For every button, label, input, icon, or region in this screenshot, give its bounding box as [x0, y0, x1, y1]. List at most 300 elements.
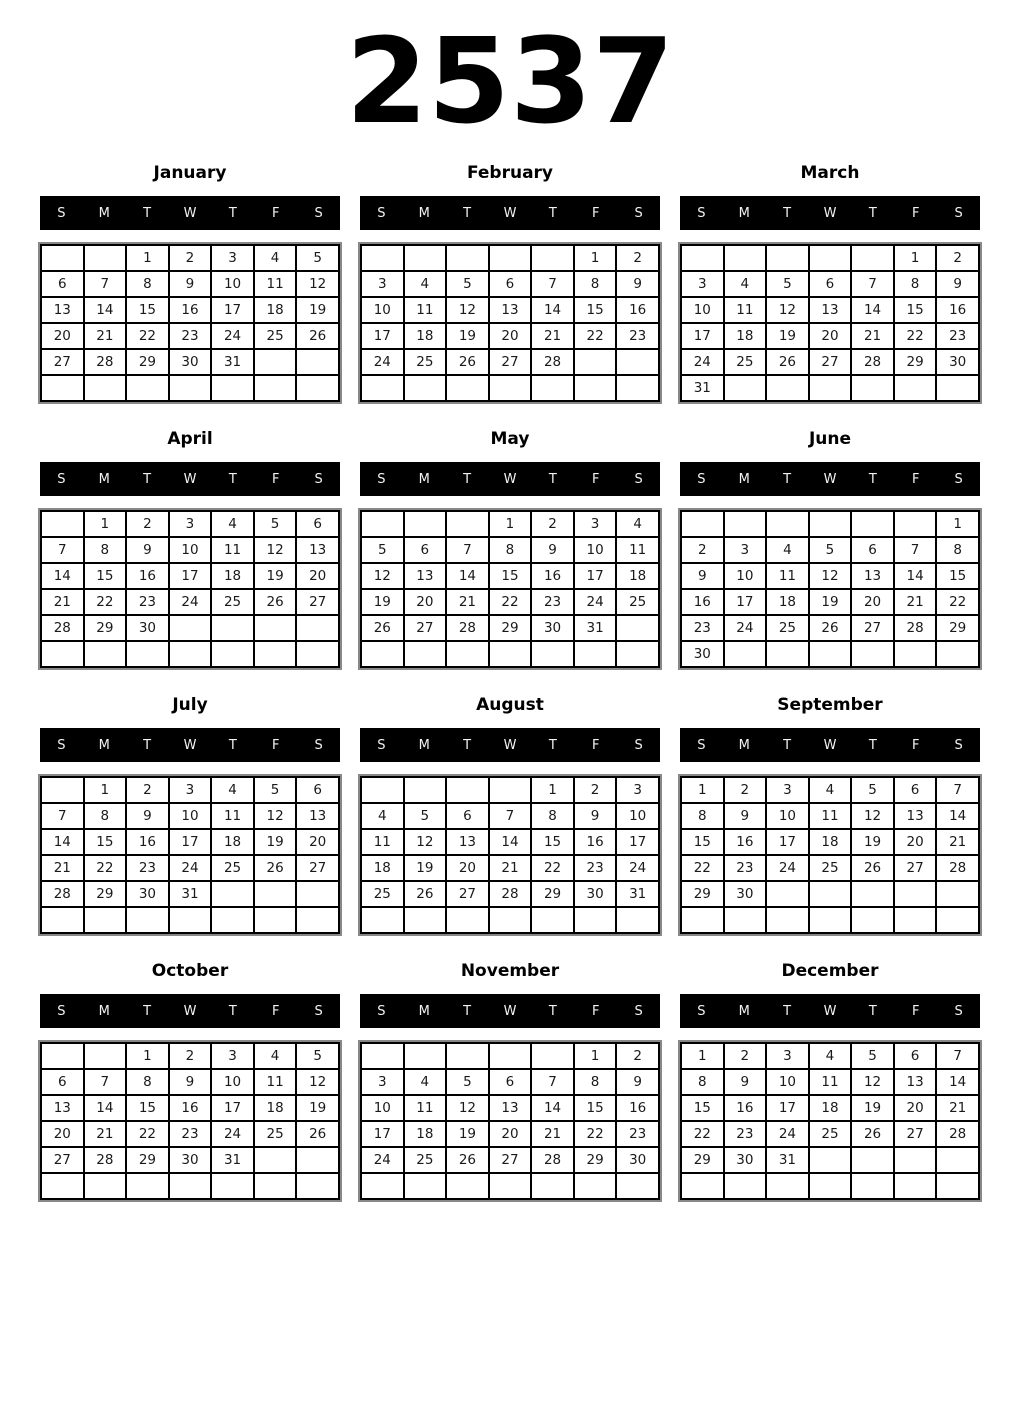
day-cell: 30	[126, 615, 169, 641]
weekday-header-bar	[680, 994, 980, 1028]
day-cell: 11	[404, 1095, 447, 1121]
day-cell: 28	[446, 615, 489, 641]
day-cell: 4	[404, 271, 447, 297]
day-cell: 11	[254, 271, 297, 297]
weekday-header-cell: W	[183, 205, 197, 221]
day-cell: 27	[41, 349, 84, 375]
week-row	[41, 271, 339, 297]
day-cell: 15	[574, 1095, 617, 1121]
day-cell: 30	[724, 1147, 767, 1173]
weekday-header-cell: S	[377, 1003, 386, 1019]
week-row	[681, 1069, 979, 1095]
day-cell: 8	[126, 271, 169, 297]
day-cell: 2	[724, 777, 767, 803]
week-row	[681, 511, 979, 537]
week-row	[41, 297, 339, 323]
day-cell: 23	[616, 1121, 659, 1147]
day-cell: 9	[126, 803, 169, 829]
day-cell: 12	[254, 803, 297, 829]
week-row	[361, 375, 659, 401]
empty-day-cell	[41, 907, 84, 933]
day-cell: 16	[574, 829, 617, 855]
day-cell: 2	[681, 537, 724, 563]
week-row	[681, 1147, 979, 1173]
empty-day-cell	[446, 375, 489, 401]
weekday-header-bar	[40, 462, 340, 496]
week-row	[41, 375, 339, 401]
weekday-header-cell: T	[463, 737, 472, 753]
day-cell: 5	[851, 1043, 894, 1069]
empty-day-cell	[361, 1043, 404, 1069]
day-cell: 22	[894, 323, 937, 349]
day-cell: 6	[489, 271, 532, 297]
week-row	[41, 615, 339, 641]
day-cell: 7	[446, 537, 489, 563]
empty-day-cell	[41, 1043, 84, 1069]
week-row	[41, 777, 339, 803]
day-cell: 9	[574, 803, 617, 829]
week-row	[41, 1095, 339, 1121]
weekday-header-cell: T	[463, 471, 472, 487]
day-cell: 19	[296, 297, 339, 323]
day-cell: 15	[681, 1095, 724, 1121]
month-title: August	[476, 695, 544, 715]
day-cell: 1	[681, 1043, 724, 1069]
weekday-header-cell: T	[783, 1003, 792, 1019]
empty-day-cell	[809, 375, 852, 401]
day-cell: 4	[254, 245, 297, 271]
day-cell: 1	[681, 777, 724, 803]
day-cell: 24	[169, 855, 212, 881]
empty-day-cell	[809, 1147, 852, 1173]
day-cell: 1	[531, 777, 574, 803]
day-cell: 24	[361, 1147, 404, 1173]
month-calendar	[680, 428, 980, 668]
day-cell: 4	[616, 511, 659, 537]
day-cell: 9	[681, 563, 724, 589]
day-cell: 18	[361, 855, 404, 881]
day-cell: 14	[84, 1095, 127, 1121]
month-grid	[40, 776, 340, 934]
day-cell: 5	[254, 777, 297, 803]
day-cell: 9	[126, 537, 169, 563]
empty-day-cell	[41, 375, 84, 401]
empty-day-cell	[531, 1173, 574, 1199]
day-cell: 4	[766, 537, 809, 563]
day-cell: 27	[446, 881, 489, 907]
month-weeks	[681, 777, 979, 933]
month-grid	[680, 244, 980, 402]
empty-day-cell	[211, 375, 254, 401]
day-cell: 3	[724, 537, 767, 563]
day-cell: 11	[766, 563, 809, 589]
day-cell: 9	[936, 271, 979, 297]
day-cell: 29	[681, 1147, 724, 1173]
day-cell: 15	[84, 563, 127, 589]
empty-day-cell	[126, 375, 169, 401]
weekday-header-cell: W	[503, 737, 517, 753]
empty-day-cell	[851, 641, 894, 667]
weekday-header-cell: M	[98, 205, 110, 221]
day-cell: 22	[574, 323, 617, 349]
week-row	[681, 563, 979, 589]
empty-day-cell	[446, 641, 489, 667]
day-cell: 13	[446, 829, 489, 855]
weekday-header-cell: F	[591, 471, 600, 487]
day-cell: 25	[211, 589, 254, 615]
day-cell: 28	[851, 349, 894, 375]
empty-day-cell	[681, 1173, 724, 1199]
day-cell: 10	[211, 271, 254, 297]
day-cell: 26	[446, 349, 489, 375]
weekday-header-cell: S	[57, 737, 66, 753]
day-cell: 6	[296, 777, 339, 803]
day-cell: 8	[936, 537, 979, 563]
day-cell: 11	[211, 537, 254, 563]
weekday-header-cell: S	[634, 205, 643, 221]
day-cell: 13	[41, 1095, 84, 1121]
weekday-header-cell: S	[314, 205, 323, 221]
day-cell: 3	[361, 271, 404, 297]
day-cell: 28	[41, 615, 84, 641]
day-cell: 13	[41, 297, 84, 323]
day-cell: 12	[404, 829, 447, 855]
day-cell: 7	[894, 537, 937, 563]
empty-day-cell	[616, 349, 659, 375]
weekday-header-cell: T	[228, 205, 237, 221]
weekday-header-cell: W	[503, 471, 517, 487]
weekday-header-cell: F	[911, 471, 920, 487]
week-row	[361, 537, 659, 563]
day-cell: 28	[936, 855, 979, 881]
month-calendar	[40, 694, 340, 934]
empty-day-cell	[724, 907, 767, 933]
month-grid	[680, 510, 980, 668]
day-cell: 21	[41, 589, 84, 615]
weekday-header-cell: F	[591, 205, 600, 221]
empty-day-cell	[936, 375, 979, 401]
week-row	[361, 1069, 659, 1095]
day-cell: 25	[254, 1121, 297, 1147]
weekday-header-cell: M	[738, 737, 750, 753]
day-cell: 21	[531, 323, 574, 349]
empty-day-cell	[361, 777, 404, 803]
day-cell: 28	[531, 1147, 574, 1173]
day-cell: 15	[681, 829, 724, 855]
day-cell: 9	[616, 1069, 659, 1095]
empty-day-cell	[851, 907, 894, 933]
day-cell: 2	[616, 245, 659, 271]
day-cell: 23	[531, 589, 574, 615]
month-grid	[680, 1042, 980, 1200]
month-weeks	[681, 1043, 979, 1199]
empty-day-cell	[296, 1147, 339, 1173]
weekday-header-cell: M	[738, 205, 750, 221]
weekday-header-bar	[360, 462, 660, 496]
day-cell: 11	[809, 803, 852, 829]
day-cell: 20	[894, 1095, 937, 1121]
empty-day-cell	[531, 907, 574, 933]
empty-day-cell	[41, 245, 84, 271]
day-cell: 22	[681, 855, 724, 881]
day-cell: 29	[84, 881, 127, 907]
day-cell: 17	[766, 1095, 809, 1121]
empty-day-cell	[766, 881, 809, 907]
empty-day-cell	[361, 641, 404, 667]
week-row	[361, 1173, 659, 1199]
day-cell: 25	[724, 349, 767, 375]
day-cell: 8	[489, 537, 532, 563]
empty-day-cell	[809, 907, 852, 933]
day-cell: 24	[361, 349, 404, 375]
weekday-header-cell: T	[783, 737, 792, 753]
weekday-header-cell: F	[911, 737, 920, 753]
day-cell: 8	[894, 271, 937, 297]
day-cell: 5	[851, 777, 894, 803]
day-cell: 11	[809, 1069, 852, 1095]
day-cell: 20	[296, 563, 339, 589]
weekday-header-cell: F	[271, 205, 280, 221]
week-row	[681, 855, 979, 881]
day-cell: 24	[211, 1121, 254, 1147]
day-cell: 14	[936, 803, 979, 829]
day-cell: 28	[84, 349, 127, 375]
weekday-header-cell: T	[548, 205, 557, 221]
day-cell: 22	[84, 589, 127, 615]
week-row	[681, 641, 979, 667]
weekday-header-cell: S	[634, 471, 643, 487]
day-cell: 18	[404, 323, 447, 349]
week-row	[41, 1147, 339, 1173]
week-row	[361, 349, 659, 375]
empty-day-cell	[489, 907, 532, 933]
day-cell: 12	[361, 563, 404, 589]
day-cell: 26	[851, 855, 894, 881]
day-cell: 17	[724, 589, 767, 615]
month-calendar	[680, 162, 980, 402]
day-cell: 13	[296, 803, 339, 829]
empty-day-cell	[489, 1043, 532, 1069]
week-row	[361, 511, 659, 537]
week-row	[361, 297, 659, 323]
empty-day-cell	[254, 349, 297, 375]
week-row	[41, 323, 339, 349]
empty-day-cell	[41, 1173, 84, 1199]
month-weeks	[41, 777, 339, 933]
empty-day-cell	[724, 375, 767, 401]
weekday-header-cell: T	[143, 737, 152, 753]
day-cell: 30	[616, 1147, 659, 1173]
empty-day-cell	[894, 375, 937, 401]
day-cell: 2	[531, 511, 574, 537]
day-cell: 17	[361, 1121, 404, 1147]
month-title: January	[153, 163, 227, 183]
day-cell: 17	[361, 323, 404, 349]
empty-day-cell	[894, 1147, 937, 1173]
day-cell: 15	[126, 297, 169, 323]
day-cell: 25	[254, 323, 297, 349]
day-cell: 27	[489, 349, 532, 375]
day-cell: 14	[531, 1095, 574, 1121]
weekday-header-cell: T	[548, 737, 557, 753]
day-cell: 23	[574, 855, 617, 881]
empty-day-cell	[766, 1173, 809, 1199]
empty-day-cell	[211, 1173, 254, 1199]
day-cell: 5	[296, 245, 339, 271]
week-row	[681, 297, 979, 323]
day-cell: 20	[41, 1121, 84, 1147]
day-cell: 3	[361, 1069, 404, 1095]
day-cell: 18	[211, 829, 254, 855]
empty-day-cell	[404, 375, 447, 401]
day-cell: 4	[809, 777, 852, 803]
weekday-header-cell: W	[823, 737, 837, 753]
day-cell: 13	[296, 537, 339, 563]
day-cell: 6	[809, 271, 852, 297]
empty-day-cell	[126, 907, 169, 933]
day-cell: 30	[936, 349, 979, 375]
empty-day-cell	[616, 641, 659, 667]
day-cell: 29	[126, 349, 169, 375]
day-cell: 15	[489, 563, 532, 589]
day-cell: 4	[254, 1043, 297, 1069]
weekday-header-cell: W	[823, 1003, 837, 1019]
day-cell: 28	[936, 1121, 979, 1147]
day-cell: 6	[404, 537, 447, 563]
week-row	[41, 641, 339, 667]
day-cell: 20	[894, 829, 937, 855]
day-cell: 7	[41, 803, 84, 829]
empty-day-cell	[446, 1043, 489, 1069]
day-cell: 17	[169, 829, 212, 855]
month-title: February	[466, 163, 554, 183]
day-cell: 22	[681, 1121, 724, 1147]
day-cell: 20	[809, 323, 852, 349]
empty-day-cell	[851, 1173, 894, 1199]
week-row	[41, 1069, 339, 1095]
day-cell: 26	[254, 589, 297, 615]
day-cell: 28	[84, 1147, 127, 1173]
week-row	[41, 881, 339, 907]
day-cell: 7	[84, 1069, 127, 1095]
weekday-header-cell: F	[911, 205, 920, 221]
weekday-header-cell: S	[697, 471, 706, 487]
weekday-header-cell: T	[228, 1003, 237, 1019]
day-cell: 5	[446, 1069, 489, 1095]
day-cell: 12	[254, 537, 297, 563]
empty-day-cell	[169, 1173, 212, 1199]
week-row	[41, 855, 339, 881]
week-row	[41, 907, 339, 933]
day-cell: 22	[574, 1121, 617, 1147]
day-cell: 8	[574, 1069, 617, 1095]
day-cell: 6	[296, 511, 339, 537]
empty-day-cell	[724, 245, 767, 271]
day-cell: 2	[574, 777, 617, 803]
day-cell: 18	[616, 563, 659, 589]
empty-day-cell	[936, 907, 979, 933]
weekday-header-cell: S	[954, 471, 963, 487]
weekday-header-cell: W	[183, 1003, 197, 1019]
day-cell: 10	[361, 1095, 404, 1121]
empty-day-cell	[489, 1173, 532, 1199]
day-cell: 7	[851, 271, 894, 297]
month-weeks	[681, 511, 979, 667]
day-cell: 3	[616, 777, 659, 803]
empty-day-cell	[851, 245, 894, 271]
empty-day-cell	[936, 1173, 979, 1199]
day-cell: 23	[169, 323, 212, 349]
day-cell: 15	[574, 297, 617, 323]
weekday-header-cell: S	[954, 1003, 963, 1019]
day-cell: 21	[851, 323, 894, 349]
day-cell: 27	[41, 1147, 84, 1173]
day-cell: 17	[169, 563, 212, 589]
weekday-header-cell: S	[377, 205, 386, 221]
day-cell: 24	[724, 615, 767, 641]
empty-day-cell	[84, 1173, 127, 1199]
day-cell: 15	[126, 1095, 169, 1121]
empty-day-cell	[894, 881, 937, 907]
week-row	[681, 615, 979, 641]
weekday-header-cell: M	[98, 1003, 110, 1019]
empty-day-cell	[531, 1043, 574, 1069]
weekday-header-cell: M	[418, 1003, 430, 1019]
day-cell: 6	[41, 1069, 84, 1095]
month-title: April	[167, 429, 213, 449]
weekday-header-cell: F	[911, 1003, 920, 1019]
day-cell: 10	[169, 537, 212, 563]
day-cell: 26	[361, 615, 404, 641]
day-cell: 17	[681, 323, 724, 349]
weekday-header-cell: M	[98, 737, 110, 753]
month-calendar	[680, 694, 980, 934]
empty-day-cell	[361, 511, 404, 537]
day-cell: 20	[296, 829, 339, 855]
day-cell: 13	[489, 297, 532, 323]
month-weeks	[361, 511, 659, 667]
day-cell: 4	[809, 1043, 852, 1069]
day-cell: 24	[169, 589, 212, 615]
weekday-header-bar	[680, 728, 980, 762]
month-title: March	[800, 163, 860, 183]
week-row	[41, 245, 339, 271]
month-grid	[40, 510, 340, 668]
weekday-header-cell: T	[868, 1003, 877, 1019]
empty-day-cell	[574, 1173, 617, 1199]
empty-day-cell	[169, 641, 212, 667]
day-cell: 31	[211, 349, 254, 375]
month-grid	[40, 1042, 340, 1200]
day-cell: 3	[211, 1043, 254, 1069]
empty-day-cell	[254, 881, 297, 907]
day-cell: 5	[809, 537, 852, 563]
week-row	[681, 1121, 979, 1147]
weekday-header-cell: W	[503, 205, 517, 221]
day-cell: 29	[531, 881, 574, 907]
week-row	[361, 1121, 659, 1147]
weekday-header-cell: F	[271, 471, 280, 487]
empty-day-cell	[531, 375, 574, 401]
day-cell: 29	[489, 615, 532, 641]
weekday-header-cell: S	[377, 471, 386, 487]
empty-day-cell	[296, 375, 339, 401]
empty-day-cell	[616, 615, 659, 641]
day-cell: 3	[681, 271, 724, 297]
week-row	[361, 881, 659, 907]
weekday-header-bar	[360, 728, 660, 762]
empty-day-cell	[531, 245, 574, 271]
